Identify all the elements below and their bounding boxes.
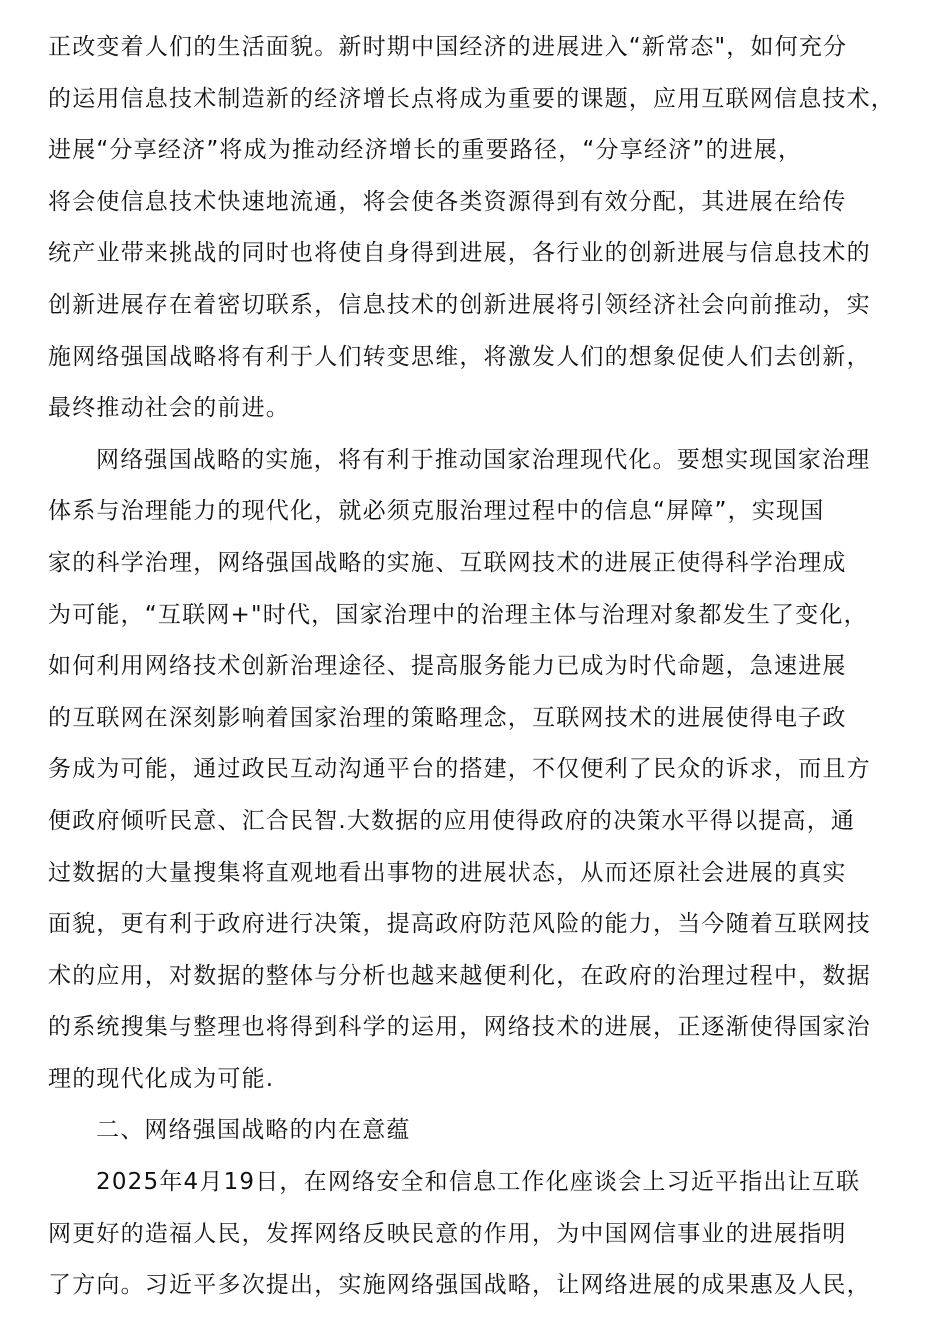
text-line-21: 理的现代化成为可能. [48, 1065, 275, 1092]
text-line-18: 面貌，更有利于政府进行决策，提高政府防范风险的能力，当今随着互联网技 [48, 911, 871, 938]
text-line-3: 进展“分享经济”将成为推动经济增长的重要路径，“分享经济”的进展， [48, 137, 803, 164]
text-line-12: 为可能，“互联网+"时代，国家治理中的治理主体与治理对象都发生了变化， [48, 601, 868, 628]
text-line-6: 创新进展存在着密切联系，信息技术的创新进展将引领经济社会向前推动，实 [48, 291, 871, 318]
document-page [48, 22, 908, 1312]
text-line-13: 如何利用网络技术创新治理途径、提高服务能力已成为时代命题，急速进展 [48, 653, 847, 680]
text-line-14: 的互联网在深刻影响着国家治理的策略理念，互联网技术的进展使得电子政 [48, 704, 847, 731]
text-line-10: 体系与治理能力的现代化，就必须克服治理过程中的信息“屏障”，实现国 [48, 498, 825, 525]
text-line-23: 2025年4月19日，在网络安全和信息工作化座谈会上习近平指出让互联 [96, 1169, 861, 1196]
text-line-11: 家的科学治理，网络强国战略的实施、互联网技术的进展正使得科学治理成 [48, 549, 847, 576]
section-heading: 二、网络强国战略的内在意蕴 [96, 1117, 411, 1144]
text-line-25: 了方向。习近平多次提出，实施网络强国战略，让网络进展的成果惠及人民， [48, 1272, 871, 1299]
text-line-17: 过数据的大量搜集将直观地看出事物的进展状态，从而还原社会进展的真实 [48, 859, 847, 886]
text-line-5: 统产业带来挑战的同时也将使自身得到进展，各行业的创新进展与信息技术的 [48, 240, 871, 267]
text-line-19: 术的应用，对数据的整体与分析也越来越便利化，在政府的治理过程中，数据 [48, 962, 871, 989]
text-line-9: 网络强国战略的实施，将有利于推动国家治理现代化。要想实现国家治理 [96, 446, 871, 473]
text-line-2: 的运用信息技术制造新的经济增长点将成为重要的课题，应用互联网信息技术， [48, 85, 895, 112]
text-line-24: 网更好的造福人民，发挥网络反映民意的作用，为中国网信事业的进展指明 [48, 1220, 847, 1247]
text-line-4: 将会使信息技术快速地流通，将会使各类资源得到有效分配，其进展在给传 [48, 188, 847, 215]
text-line-16: 便政府倾听民意、汇合民智.大数据的应用使得政府的决策水平得以提高，通 [48, 807, 856, 834]
text-line-15: 务成为可能，通过政民互动沟通平台的搭建，不仅便利了民众的诉求，而且方 [48, 756, 871, 783]
text-line-7: 施网络强国战略将有利于人们转变思维，将激发人们的想象促使人们去创新， [48, 343, 871, 370]
text-line-20: 的系统搜集与整理也将得到科学的运用，网络技术的进展，正逐渐使得国家治 [48, 1014, 871, 1041]
text-line-1: 正改变着人们的生活面貌。新时期中国经济的进展进入“新常态"，如何充分 [48, 34, 848, 60]
text-line-8: 最终推动社会的前进。 [48, 395, 290, 422]
